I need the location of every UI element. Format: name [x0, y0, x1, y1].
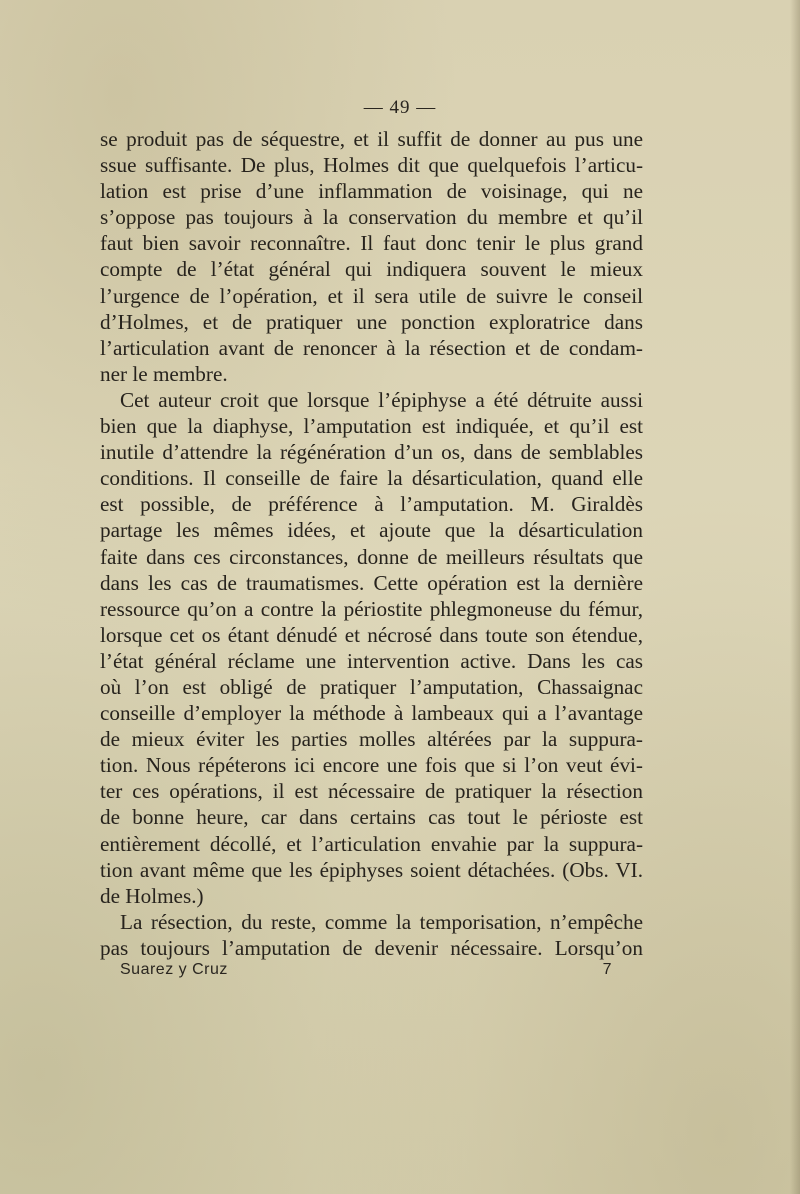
text-line: l’urgence de l’opération, et il sera utile de suivre le conseil: [100, 283, 643, 308]
text-line: l’articulation avant de renoncer à la résection et de condam-: [100, 335, 643, 360]
text-line: de bonne heure, car dans certains cas tout le périoste est: [100, 805, 643, 830]
page-number: — 49 —: [363, 97, 437, 118]
text-line: d’Holmes, et de pratiquer une ponction exploratrice dans: [100, 309, 643, 334]
text-line: tion avant même que les épiphyses soient détachées. (Obs. VI.: [100, 857, 643, 882]
text-line: entièrement décollé, et l’articulation envahie par la suppura-: [100, 831, 643, 856]
text-line: est possible, de préférence à l’amputation. M. Giraldès: [100, 492, 643, 517]
text-line: pas toujours l’amputation de devenir nécessaire. Lorsqu’on: [100, 935, 643, 960]
page-edge-shadow: [790, 0, 800, 1194]
body-text: [100, 126, 643, 961]
text-line: ssue suffisante. De plus, Holmes dit que quelquefois l’articu-: [100, 153, 643, 178]
text-line: faut bien savoir reconnaître. Il faut donc tenir le plus grand: [100, 231, 643, 256]
text-line: l’état général réclame une intervention active. Dans les cas: [100, 648, 643, 673]
text-line: tion. Nous répéterons ici encore une fois que si l’on veut évi-: [100, 753, 643, 778]
text-line: de Holmes.): [100, 883, 204, 908]
text-line: dans les cas de traumatismes. Cette opération est la dernière: [100, 570, 643, 595]
text-line: s’oppose pas toujours à la conservation du membre et qu’il: [100, 205, 643, 230]
text-line: conseille d’employer la méthode à lambeaux qui a l’avantage: [100, 701, 643, 726]
text-line: ressource qu’on a contre la périostite phlegmoneuse du fémur,: [100, 596, 643, 621]
text-line: La résection, du reste, comme la temporisation, n’empêche: [120, 909, 643, 934]
text-line: où l’on est obligé de pratiquer l’amputation, Chassaignac: [100, 674, 643, 699]
footer-signature-mark: 7: [602, 961, 612, 978]
text-line: se produit pas de séquestre, et il suffit de donner au pus une: [100, 127, 643, 151]
text-line: partage les mêmes idées, et ajoute que la désarticulation: [100, 518, 643, 543]
text-line: lorsque cet os étant dénudé et nécrosé dans toute son étendue,: [100, 622, 643, 647]
text-line: lation est prise d’une inflammation de voisinage, qui ne: [100, 179, 643, 204]
text-line: Cet auteur croit que lorsque l’épiphyse a été détruite aussi: [120, 387, 643, 412]
text-line: faite dans ces circonstances, donne de meilleurs résultats que: [100, 544, 643, 569]
text-line: inutile d’attendre la régénération d’un os, dans de semblables: [100, 440, 643, 465]
text-line: de mieux éviter les parties molles altérées par la suppura-: [100, 727, 643, 752]
text-line: compte de l’état général qui indiquera souvent le mieux: [100, 257, 643, 282]
text-line: conditions. Il conseille de faire la désarticulation, quand elle: [100, 466, 643, 491]
text-line: bien que la diaphyse, l’amputation est indiquée, et qu’il est: [100, 414, 643, 439]
footer-author: Suarez y Cruz: [120, 961, 228, 978]
text-line: ter ces opérations, il est nécessaire de pratiquer la résection: [100, 779, 643, 804]
text-line: ner le membre.: [100, 361, 228, 386]
